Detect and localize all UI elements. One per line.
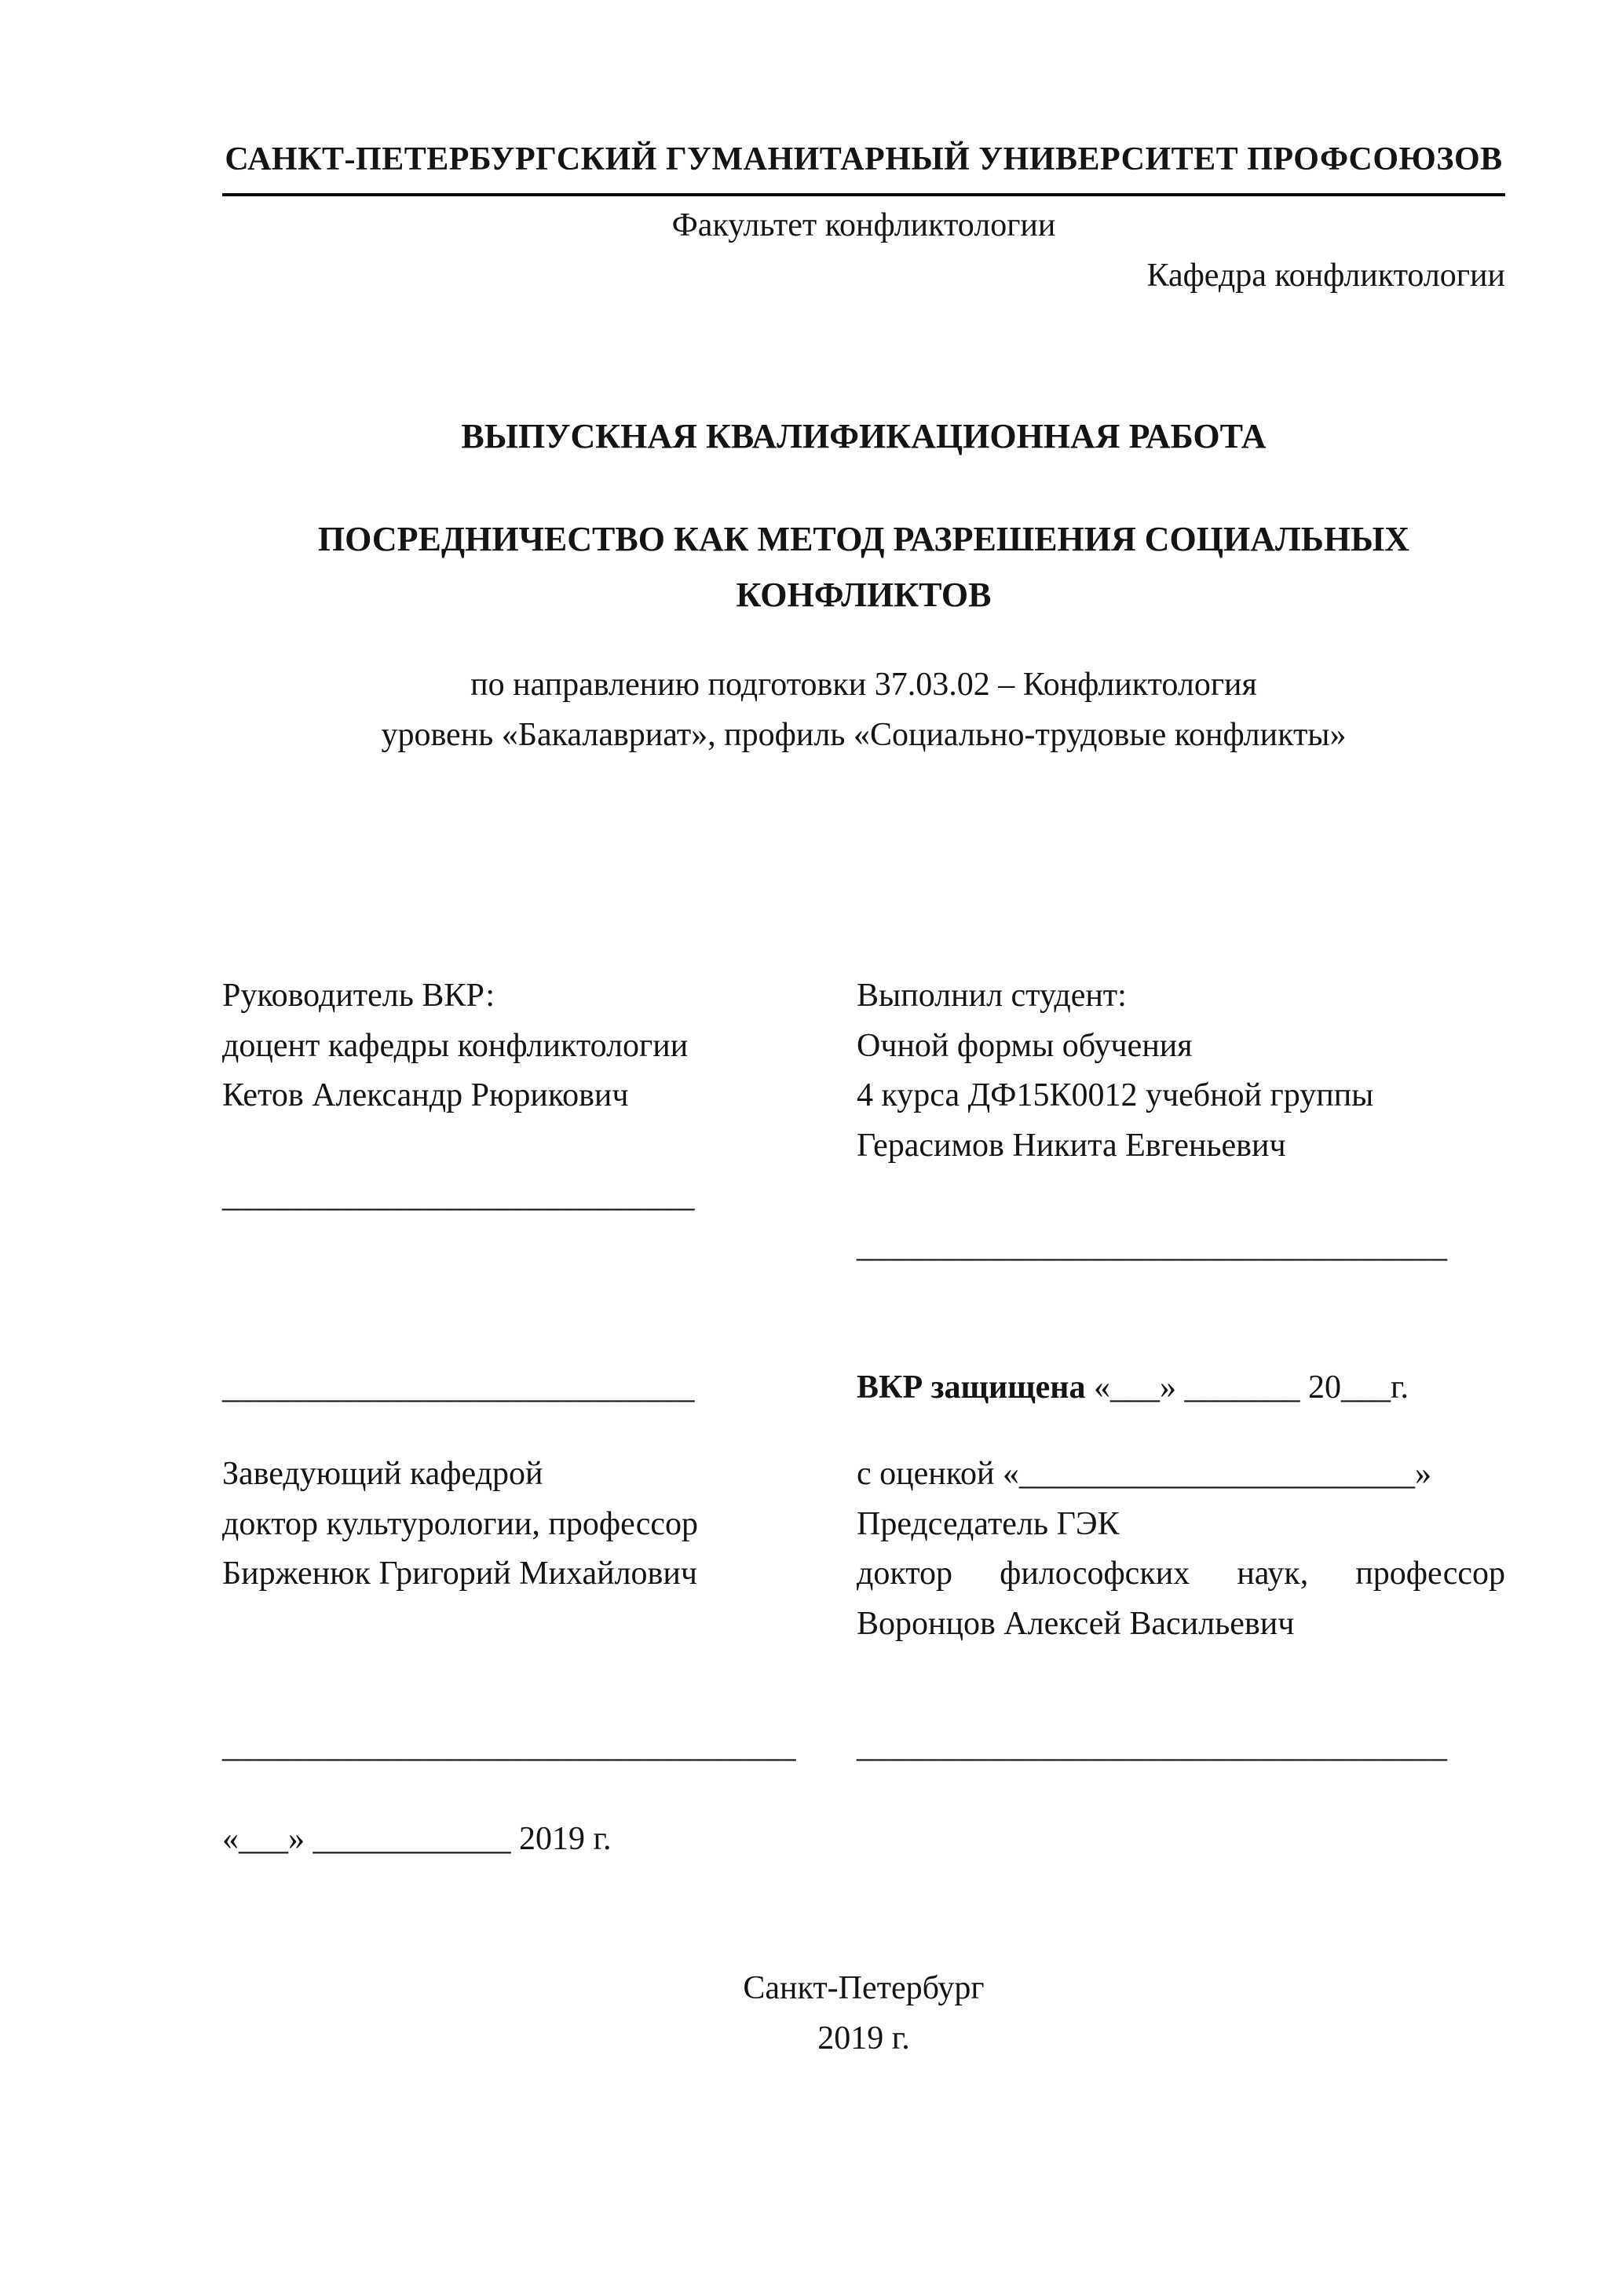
head-date-block <box>222 1815 857 1865</box>
committee-chair-signature-line: ___________________________________ <box>857 1728 1448 1765</box>
department-line: Кафедра конфликтологии <box>1146 257 1505 294</box>
supervisor-signature-block-2 <box>222 1363 857 1413</box>
page-content <box>222 135 1505 2064</box>
thesis-title: ПОСРЕДНИЧЕСТВО КАК МЕТОД РАЗРЕШЕНИЯ СОЦИАЛЬНЫХ КОНФЛИКТОВ <box>317 520 1410 614</box>
committee-chair-position-name: доктор философских наук, профессор Воронцов Алексей Васильевич <box>857 1556 1505 1643</box>
department-head-block <box>222 1450 857 1600</box>
department-head-signature-block <box>222 1722 857 1772</box>
supervisor-name: Кетов Александр Рюрикович <box>222 1077 629 1114</box>
committee-chair-block <box>857 1450 1505 1650</box>
defense-line <box>857 1363 1505 1413</box>
university-name: САНКТ-ПЕТЕРБУРГСКИЙ ГУМАНИТАРНЫЙ УНИВЕРСИТЕТ ПРОФСОЮЗОВ <box>222 135 1505 196</box>
supervisor-signature-line-2: ____________________________ <box>222 1369 695 1406</box>
work-type-heading: ВЫПУСКНАЯ КВАЛИФИКАЦИОННАЯ РАБОТА <box>461 417 1267 456</box>
footer-year: 2019 г. <box>817 2020 910 2057</box>
faculty-line: Факультет конфликтологии <box>671 207 1056 243</box>
head-date-blank: «___» ____________ 2019 г. <box>222 1820 612 1857</box>
student-block <box>857 971 1505 1272</box>
department-head-position: доктор культурологии, профессор <box>222 1505 699 1542</box>
defense-label: ВКР защищена <box>857 1369 1086 1406</box>
student-study-form: Очной формы обучения <box>857 1027 1193 1064</box>
supervisor-label: Руководитель ВКР: <box>222 977 495 1014</box>
supervisor-position: доцент кафедры конфликтологии <box>222 1027 689 1064</box>
department-head-name: Бирженюк Григорий Михайлович <box>222 1556 697 1592</box>
department-head-signature-line: __________________________________ <box>222 1728 796 1765</box>
committee-chair-signature-block <box>857 1722 1505 1772</box>
program-direction-line: по направлению подготовки 37.03.02 – Конфликтология <box>470 667 1257 704</box>
student-group: 4 курса ДФ15К0012 учебной группы <box>857 1077 1374 1114</box>
footer-block <box>222 1964 1505 2064</box>
student-label: Выполнил студент: <box>857 977 1127 1014</box>
supervisor-block <box>222 971 857 1222</box>
student-name: Герасимов Никита Евгеньевич <box>857 1128 1286 1164</box>
program-level-line: уровень «Бакалавриат», профиль «Социально-трудовые конфликты» <box>381 716 1347 753</box>
grade-line: с оценкой «________________________» <box>857 1455 1431 1492</box>
committee-chair-label: Председатель ГЭК <box>857 1505 1120 1542</box>
supervisor-signature-line: ____________________________ <box>222 1178 695 1215</box>
defense-date-blank: «___» _______ 20___г. <box>1093 1369 1409 1406</box>
student-signature-line: ___________________________________ <box>857 1228 1448 1265</box>
department-head-label: Заведующий кафедрой <box>222 1455 543 1492</box>
signature-grid <box>222 971 1505 1865</box>
footer-city: Санкт-Петербург <box>743 1969 985 2006</box>
